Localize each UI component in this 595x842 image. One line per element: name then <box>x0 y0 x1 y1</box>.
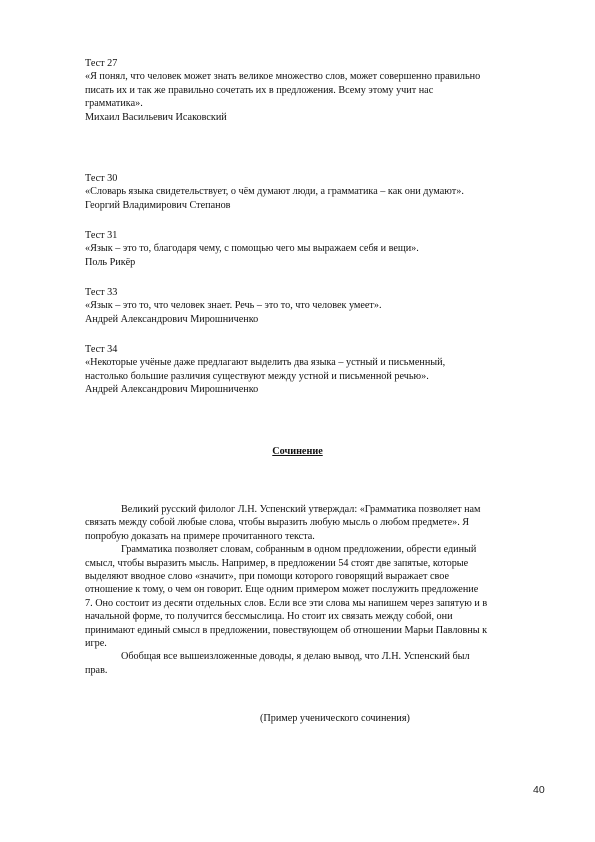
essay-line: Обобщая все вышеизложенные доводы, я делаю вывод, что Л.Н. Успенский был <box>121 651 470 663</box>
quote-author: Георгий Владимирович Степанов <box>85 199 231 211</box>
test-heading: Тест 34 <box>85 344 118 355</box>
quote-line: писать их и так же правильно сочетать их в предложения. Всему этому учит нас <box>85 84 434 96</box>
quote-line: «Я понял, что человек может знать великое множество слов, может совершенно правильно <box>85 71 481 83</box>
page-number: 40 <box>533 784 545 796</box>
test-heading: Тест 33 <box>85 287 118 298</box>
test-block-34 <box>85 343 555 397</box>
essay-line: смысл, чтобы выразить мысль. Например, в предложении 54 стоят две запятые, которые <box>85 557 469 569</box>
test-heading: Тест 27 <box>85 58 118 69</box>
essay-note: (Пример ученического сочинения) <box>260 713 410 724</box>
essay-line: прав. <box>85 664 108 676</box>
quote-author: Поль Рикёр <box>85 256 136 268</box>
test-heading: Тест 30 <box>85 173 118 184</box>
essay-line: отношение к тому, о чем он говорит. Еще одним примером может послужить предложение <box>85 584 479 596</box>
quote-line: «Язык – это то, что человек знает. Речь – это то, что человек умеет». <box>85 300 382 312</box>
quote-author: Михаил Васильевич Исаковский <box>85 111 227 123</box>
test-block-27 <box>85 57 555 124</box>
essay-title: Сочинение <box>272 446 323 457</box>
essay-line: 7. Оно состоит из десяти отдельных слов. Если все эти слова мы напишем через запятую и в <box>85 597 488 609</box>
quote-author: Андрей Александрович Мирошниченко <box>85 313 259 325</box>
quote-line: «Некоторые учёные даже предлагают выделить два языка – устный и письменный, <box>85 357 446 369</box>
essay-body <box>85 503 563 677</box>
quote-line: «Язык – это то, благодаря чему, с помощью чего мы выражаем себя и вещи». <box>85 243 419 255</box>
essay-line: Грамматика позволяет словам, собранным в одном предложении, обрести единый <box>121 544 477 556</box>
quote-line: настолько большие различия существуют между устной и письменной речью». <box>85 370 429 382</box>
essay-line: связать между собой любые слова, чтобы выразить любую мысль о любом предмете». Я <box>85 517 470 529</box>
essay-line: принимают единый смысл в предложении, повествующем об отношении Марьи Павловны к <box>85 624 488 636</box>
essay-line: выделяют вводное слово «значит», при помощи которого говорящий выражает свое <box>85 571 449 583</box>
quote-line: грамматика». <box>85 98 143 110</box>
test-block-30 <box>85 172 555 212</box>
test-heading: Тест 31 <box>85 230 118 241</box>
test-block-33 <box>85 286 555 326</box>
essay-line: попробую доказать на примере прочитанного текста. <box>85 530 315 542</box>
quote-line: «Словарь языка свидетельствует, о чём думают люди, а грамматика – как они думают». <box>85 186 464 198</box>
essay-line: игре. <box>85 638 107 650</box>
test-block-31 <box>85 229 555 269</box>
essay-line: Великий русский филолог Л.Н. Успенский утверждал: «Грамматика позволяет нам <box>121 504 481 515</box>
quote-author: Андрей Александрович Мирошниченко <box>85 384 259 396</box>
essay-line: начальной форме, то получится бессмыслица. Но стоит их связать между собой, они <box>85 611 453 623</box>
